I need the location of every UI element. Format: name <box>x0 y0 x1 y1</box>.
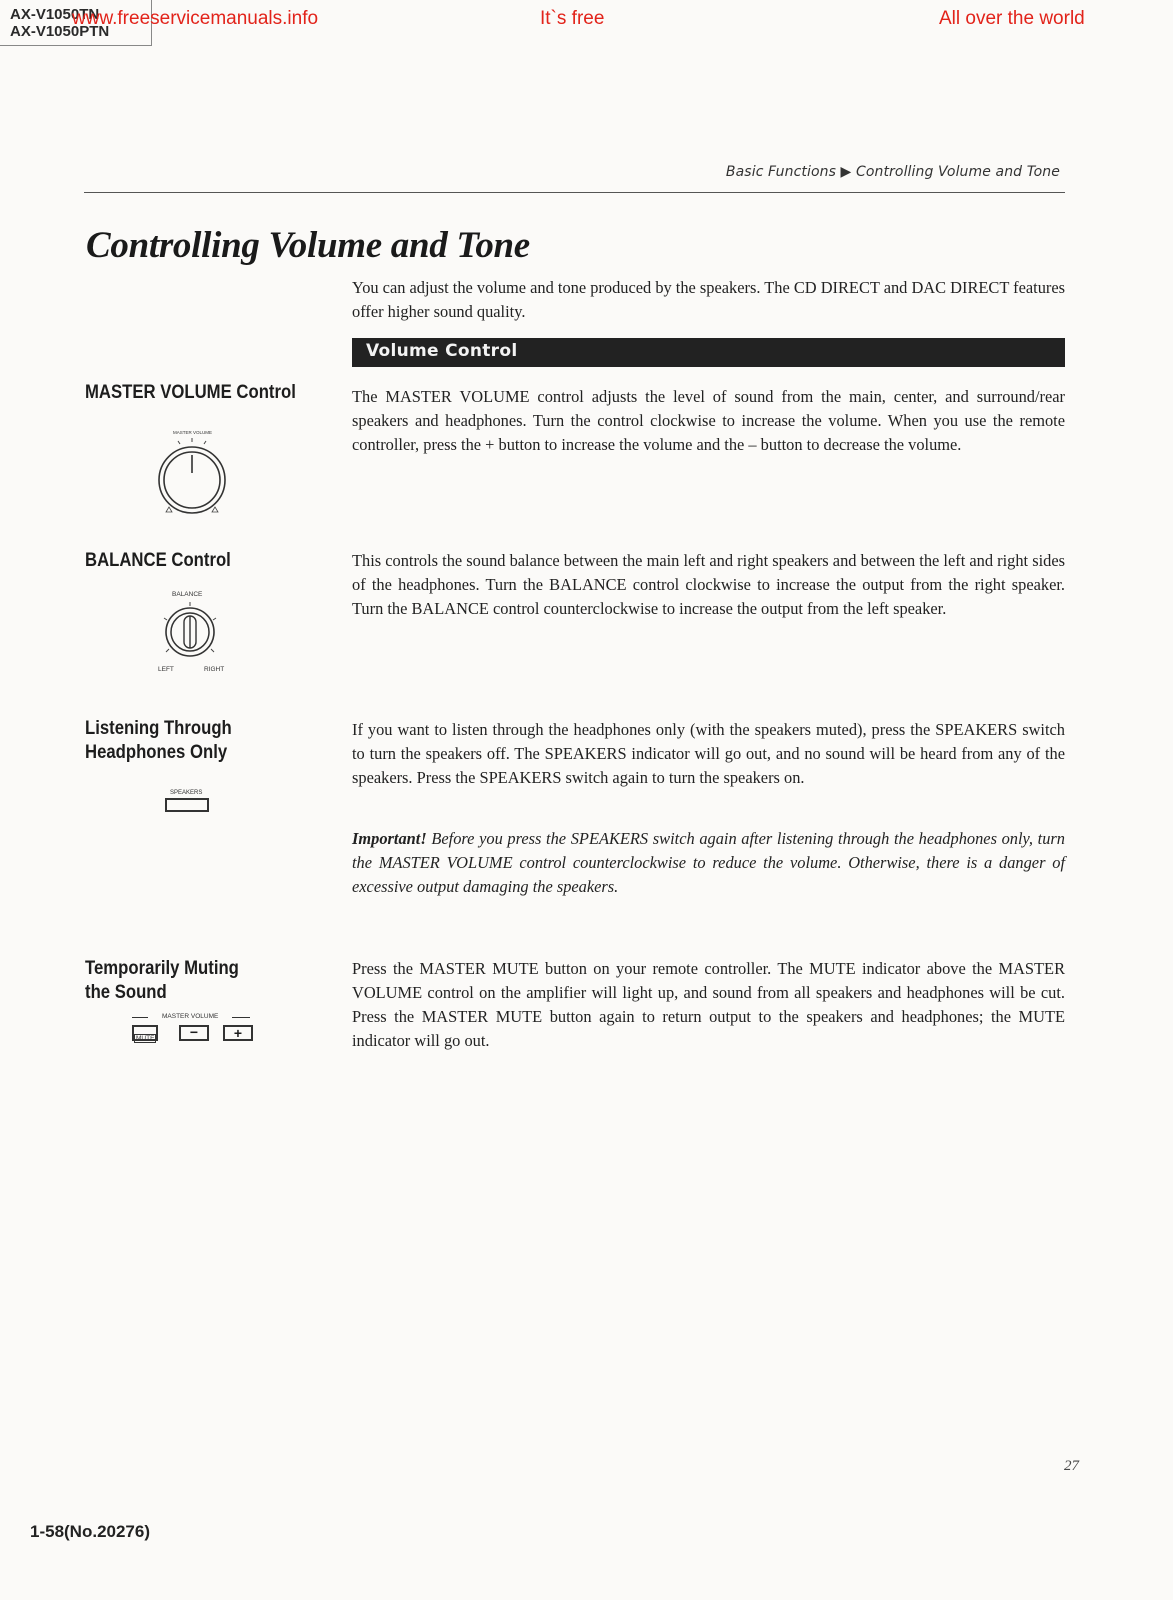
important-text: Before you press the SPEAKERS switch again after listening through the headphones only, turn the MASTER VOLUME control counterclockwise to reduce the volume. Otherwise, there is a danger of excessive output damaging the speakers. <box>352 829 1065 896</box>
breadcrumb: Basic Functions ▶ Controlling Volume and Tone <box>725 164 1060 180</box>
mute-label-line-right <box>232 1017 250 1018</box>
model-number-1: AX-V1050TN <box>10 6 100 23</box>
important-note <box>352 827 1065 899</box>
free-text: It`s free <box>540 8 605 29</box>
balance-knob-figure <box>154 600 226 662</box>
document-reference: 1-58(No.20276) <box>30 1522 151 1541</box>
world-text: All over the world <box>939 8 1085 29</box>
page-number: 27 <box>1064 1458 1079 1474</box>
headphones-text: If you want to listen through the headphones only (with the speakers muted), press the SPEAKERS switch to turn the speakers off. The SPEAKERS indicator will go out, and no sound will be heard from any of the speakers. Press the SPEAKERS switch again to turn the speakers on. <box>352 720 1065 787</box>
mute-key-label: MUTE <box>136 1035 155 1042</box>
plus-key-icon: + <box>223 1025 253 1041</box>
balance-text: This controls the sound balance between the main left and right speakers and between the left and right sides of the headphones. Turn the BALANCE control clockwise to increase the output from the right speaker. Turn the BALANCE control counterclockwise to increase the output from the left speaker. <box>352 551 1065 618</box>
page-title: Controlling Volume and Tone <box>86 225 530 266</box>
header-rule <box>84 192 1065 193</box>
balance-knob-icon <box>154 600 226 662</box>
mute-key-icon <box>132 1025 158 1041</box>
section-bar-label: Volume Control <box>366 341 518 361</box>
mute-figure-label-row <box>132 1013 250 1021</box>
model-number-2: AX-V1050PTN <box>10 23 110 40</box>
master-volume-knob-figure <box>146 428 238 520</box>
headphones-heading-line2: Headphones Only <box>85 742 228 763</box>
balance-heading: BALANCE Control <box>85 550 231 571</box>
headphones-heading-line1: Listening Through <box>85 718 232 739</box>
mute-text: Press the MASTER MUTE button on your remote controller. The MUTE indicator above the MASTER VOLUME control on the amplifier will light up, and sound from all speakers and headphones will be cut. Press the MASTER MUTE button again to return output to the speakers and headphones; the MUTE indicator will go out. <box>352 959 1065 1050</box>
intro-paragraph: You can adjust the volume and tone produced by the speakers. The CD DIRECT and DAC DIRECT features offer higher sound quality. <box>352 278 1066 321</box>
balance-figure-label: BALANCE <box>172 591 203 598</box>
master-volume-knob-icon <box>146 428 238 520</box>
master-volume-text: The MASTER VOLUME control adjusts the level of sound from the main, center, and surround/rear speakers and headphones. Turn the control clockwise to increase the volume. When you use the remote controller, press the + button to increase the volume and the – button to decrease the volume. <box>352 387 1065 454</box>
site-link[interactable]: www.freeservicemanuals.info <box>72 8 319 29</box>
master-volume-heading: MASTER VOLUME Control <box>85 382 296 403</box>
balance-right-label: RIGHT <box>204 666 225 673</box>
section-bar-volume-control <box>352 338 1065 367</box>
master-volume-figure-label: MASTER VOLUME <box>173 430 213 435</box>
balance-left-label: LEFT <box>158 666 174 673</box>
mute-heading-line2: the Sound <box>85 982 167 1003</box>
mute-heading-line1: Temporarily Muting <box>85 958 239 979</box>
mute-figure-label: MASTER VOLUME <box>162 1013 219 1020</box>
important-label: Important! <box>352 829 427 848</box>
mute-label-line-left <box>132 1017 148 1018</box>
speakers-figure-label: SPEAKERS <box>170 790 203 796</box>
speakers-switch-icon <box>165 798 209 812</box>
minus-key-icon: − <box>179 1025 209 1041</box>
